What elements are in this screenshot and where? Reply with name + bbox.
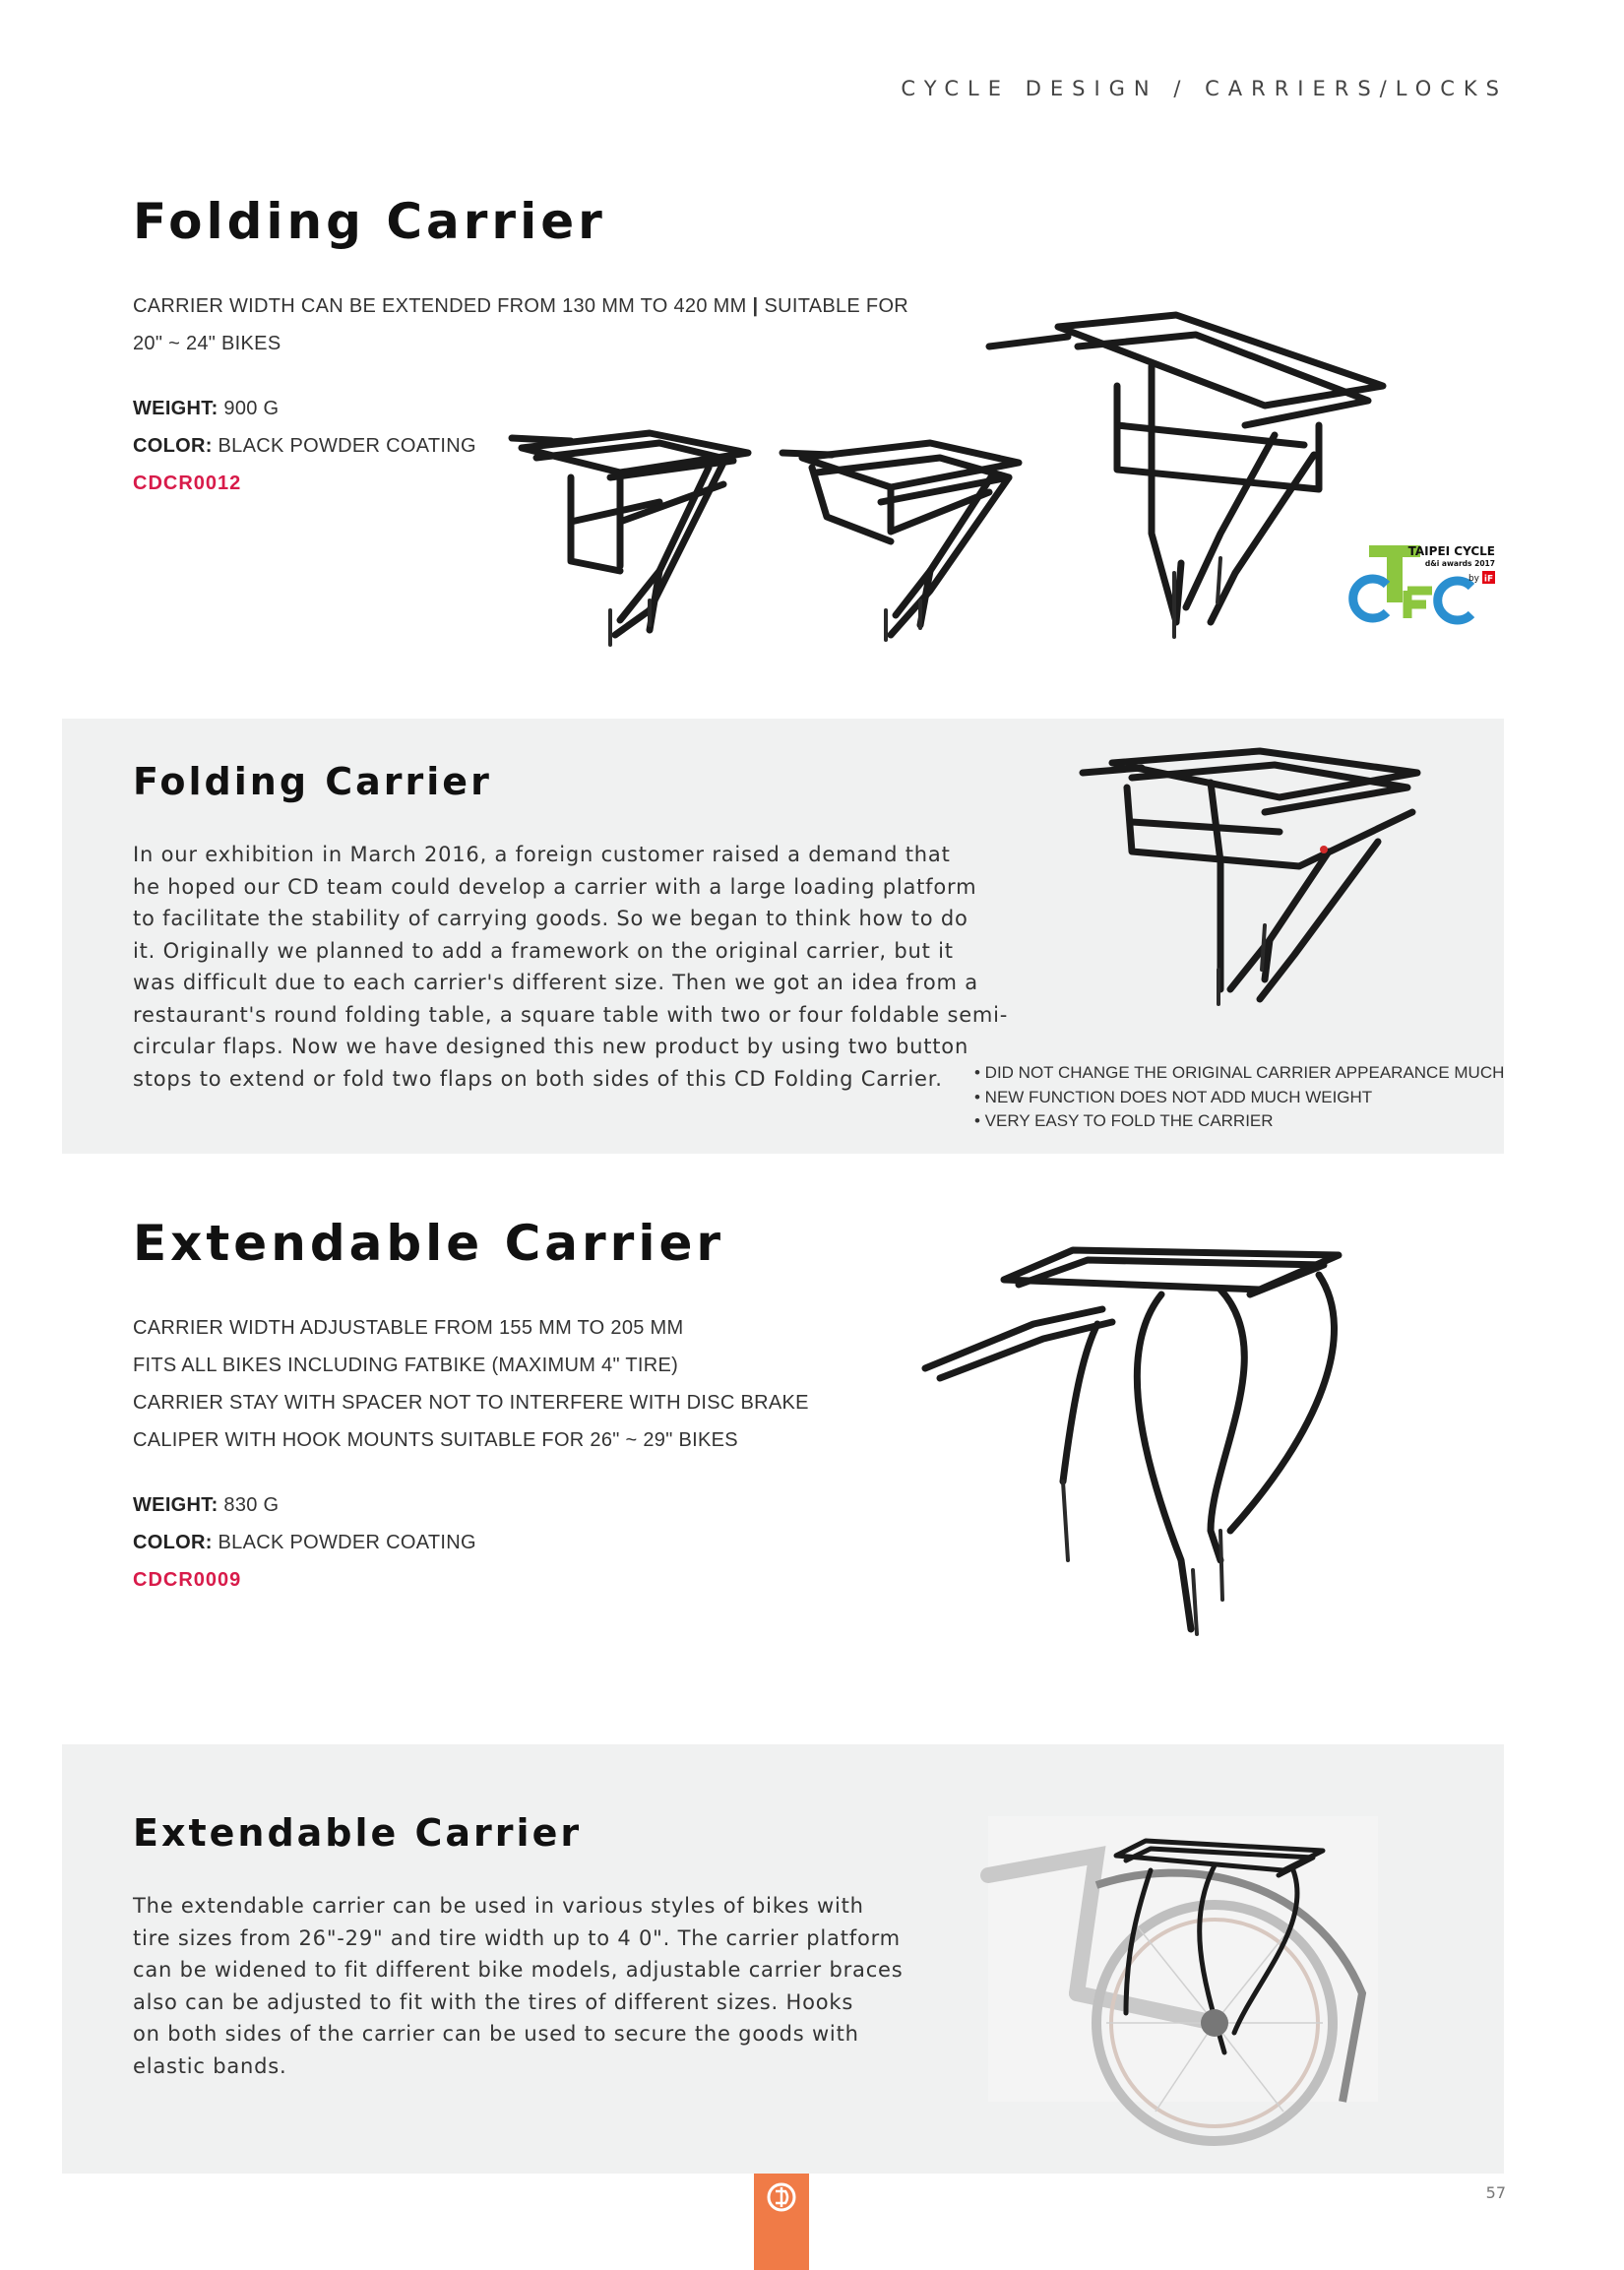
section-header: CYCLE DESIGN / CARRIERS/LOCKS — [901, 77, 1508, 100]
story-line: In our exhibition in March 2016, a foreign customer raised a demand that — [133, 843, 951, 866]
award-line1: TAIPEI CYCLE — [1407, 544, 1495, 558]
award-if: iF — [1483, 574, 1494, 585]
story-line: tire sizes from 26"-29" and tire width up to 4 0". The carrier platform — [133, 1925, 901, 1950]
folding-carrier-image-small — [512, 423, 758, 660]
folding-feature-list — [974, 1061, 1504, 1134]
extendable-story-text — [133, 1890, 904, 2082]
page-number: 57 — [1485, 2183, 1506, 2202]
feature-item: • NEW FUNCTION DOES NOT ADD MUCH WEIGHT — [974, 1087, 1373, 1106]
product-code: CDCR0012 — [133, 473, 242, 494]
extendable-carrier-title: Extendable Carrier — [133, 1215, 725, 1272]
folding-story-text — [133, 839, 1008, 1095]
spec-suitable: SUITABLE FOR — [764, 295, 909, 317]
color-label: COLOR: — [133, 435, 213, 457]
story-line: he hoped our CD team could develop a carrier with a large loading platform — [133, 874, 977, 899]
spec-bike-size: 20" ~ 24" BIKES — [133, 333, 281, 354]
spec-line: CARRIER WIDTH ADJUSTABLE FROM 155 MM TO 205 MM — [133, 1317, 684, 1339]
story-line: circular flaps. Now we have designed this new product by using two button — [133, 1035, 969, 1058]
spec-line: FITS ALL BIKES INCLUDING FATBIKE (MAXIMUM 4" TIRE) — [133, 1355, 679, 1376]
bike-with-carrier-photo — [988, 1816, 1378, 2102]
story-line: on both sides of the carrier can be used to secure the goods with — [133, 2022, 859, 2046]
color-value: BLACK POWDER COATING — [218, 435, 476, 457]
extendable-story-title: Extendable Carrier — [133, 1811, 583, 1855]
color-value: BLACK POWDER COATING — [218, 1532, 476, 1553]
award-by: by — [1468, 574, 1479, 584]
weight-value: 830 G — [223, 1494, 280, 1516]
story-line: The extendable carrier can be used in various styles of bikes with — [133, 1894, 864, 1918]
folding-story-title: Folding Carrier — [133, 760, 492, 803]
extendable-carrier-image — [925, 1235, 1368, 1639]
extendable-carrier-specs — [133, 1309, 809, 1599]
weight-label: WEIGHT: — [133, 398, 219, 419]
feature-item: • VERY EASY TO FOLD THE CARRIER — [974, 1111, 1274, 1130]
award-line2: d&i awards 2017 — [1424, 559, 1495, 568]
product-code: CDCR0009 — [133, 1569, 242, 1591]
spec-line: CARRIER STAY WITH SPACER NOT TO INTERFERE WITH DISC BRAKE — [133, 1392, 809, 1414]
taipei-cycle-award-logo — [1353, 543, 1501, 642]
chapter-tab — [754, 2174, 809, 2270]
folding-carrier-story-image — [1083, 743, 1427, 1009]
color-label: COLOR: — [133, 1532, 213, 1553]
story-line: was difficult due to each carrier's different size. Then we got an idea from a — [133, 971, 978, 994]
story-line: also can be adjusted to fit with the tires of different sizes. Hooks — [133, 1989, 854, 2014]
weight-label: WEIGHT: — [133, 1494, 219, 1516]
story-line: restaurant's round folding table, a square table with two or four foldable semi- — [133, 1002, 1009, 1027]
story-line: stops to extend or fold two flaps on both sides of this CD Folding Carrier. — [133, 1066, 943, 1091]
cd-logo-icon — [754, 2174, 809, 2233]
story-line: it. Originally we planned to add a framework on the original carrier, but it — [133, 938, 954, 963]
feature-item: • DID NOT CHANGE THE ORIGINAL CARRIER APPEARANCE MUCH — [974, 1063, 1505, 1082]
folding-carrier-image-extended — [989, 307, 1383, 642]
folding-carrier-title: Folding Carrier — [133, 193, 606, 250]
spec-width: CARRIER WIDTH CAN BE EXTENDED FROM 130 MM TO 420 MM — [133, 295, 747, 317]
story-line: to facilitate the stability of carrying goods. So we began to think how to do — [133, 907, 968, 930]
weight-value: 900 G — [223, 398, 280, 419]
story-line: can be widened to fit different bike models, adjustable carrier braces — [133, 1958, 904, 1982]
story-line: elastic bands. — [133, 2053, 287, 2078]
spec-line: CALIPER WITH HOOK MOUNTS SUITABLE FOR 26" ~ 29" BIKES — [133, 1429, 738, 1451]
spec-separator: | — [752, 295, 759, 317]
